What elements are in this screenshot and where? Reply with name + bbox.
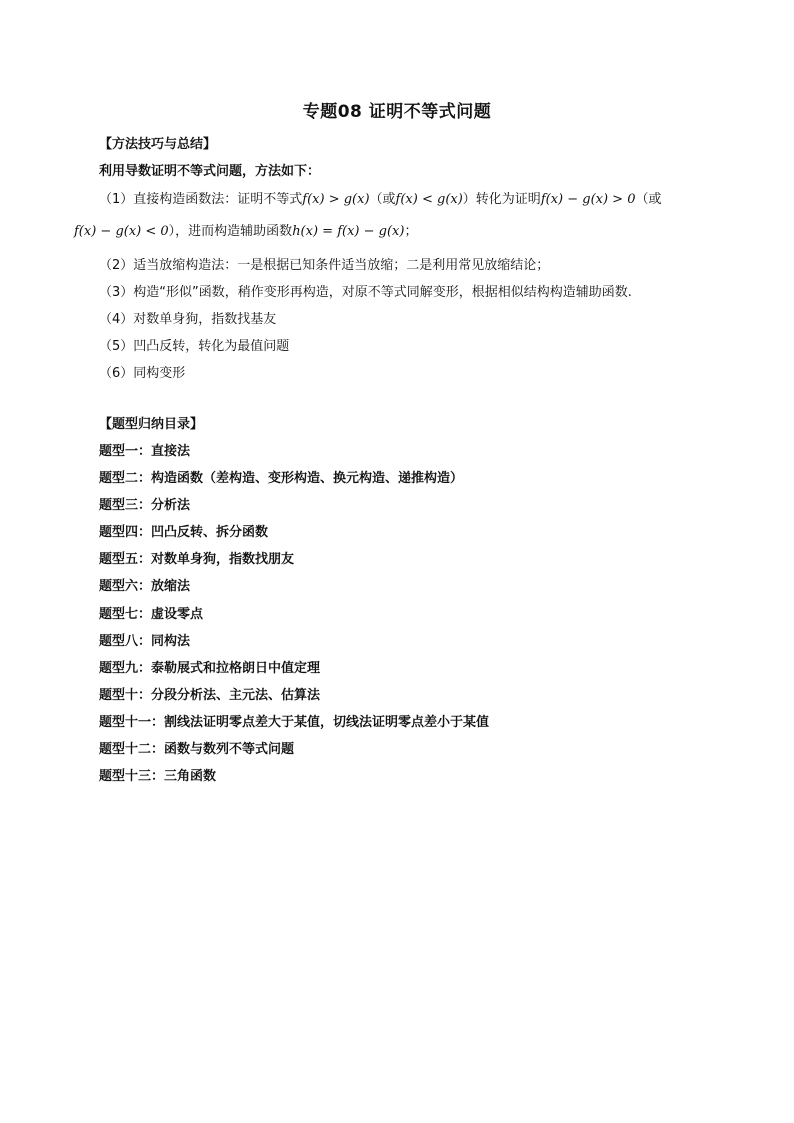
methods-item-2: （2）适当放缩构造法：一是根据已知条件适当放缩；二是利用常见放缩结论； <box>99 258 550 273</box>
inequality-diff-lt-zero: f(x) − g(x) < 0 <box>74 224 169 239</box>
methods-item-1-line-2 <box>74 223 417 241</box>
catalog-item-6: 题型六：放缩法 <box>99 579 191 594</box>
catalog-item-8: 题型八：同构法 <box>99 634 191 649</box>
methods-item-5: （5）凹凸反转，转化为最值问题 <box>99 339 290 354</box>
methods-item-4: （4）对数单身狗，指数找基友 <box>99 312 277 327</box>
item1-mid3: （或 <box>635 192 662 207</box>
catalog-item-13: 题型十三：三角函数 <box>99 769 217 784</box>
inequality-f-lt-g: f(x) < g(x) <box>395 192 463 207</box>
inequality-f-gt-g: f(x) > g(x) <box>302 192 370 207</box>
catalog-heading: 【题型归纳目录】 <box>99 417 204 432</box>
catalog-item-7: 题型七：虚设零点 <box>99 607 204 622</box>
item1-suffix: ； <box>404 224 418 239</box>
item1-mid4: ），进而构造辅助函数 <box>168 224 293 239</box>
auxiliary-function-h: h(x) = f(x) − g(x) <box>292 224 405 239</box>
catalog-item-11: 题型十一：割线法证明零点差大于某值，切线法证明零点差小于某值 <box>99 715 490 730</box>
catalog-item-5: 题型五：对数单身狗，指数找朋友 <box>99 552 295 567</box>
page-title: 专题08 证明不等式问题 <box>302 102 492 122</box>
item1-mid2: ）转化为证明 <box>462 192 541 207</box>
catalog-item-2: 题型二：构造函数（差构造、变形构造、换元构造、递推构造） <box>99 471 464 486</box>
item1-prefix: （1）直接构造函数法：证明不等式 <box>99 192 303 207</box>
methods-intro: 利用导数证明不等式问题，方法如下： <box>99 164 321 179</box>
methods-heading: 【方法技巧与总结】 <box>99 137 217 152</box>
catalog-item-3: 题型三：分析法 <box>99 498 191 513</box>
methods-item-3: （3）构造“形似”函数，稍作变形再构造，对原不等式同解变形，根据相似结构构造辅助函数. <box>99 285 632 300</box>
catalog-item-9: 题型九：泰勒展式和拉格朗日中值定理 <box>99 661 321 676</box>
catalog-item-4: 题型四：凹凸反转、拆分函数 <box>99 525 269 540</box>
methods-item-6: （6）同构变形 <box>99 366 186 381</box>
catalog-item-10: 题型十：分段分析法、主元法、估算法 <box>99 688 321 703</box>
item1-mid1: （或 <box>369 192 396 207</box>
catalog-item-1: 题型一：直接法 <box>99 444 191 459</box>
inequality-diff-gt-zero: f(x) − g(x) > 0 <box>540 192 636 207</box>
methods-item-1-line-1 <box>99 191 662 209</box>
catalog-item-12: 题型十二：函数与数列不等式问题 <box>99 742 295 757</box>
